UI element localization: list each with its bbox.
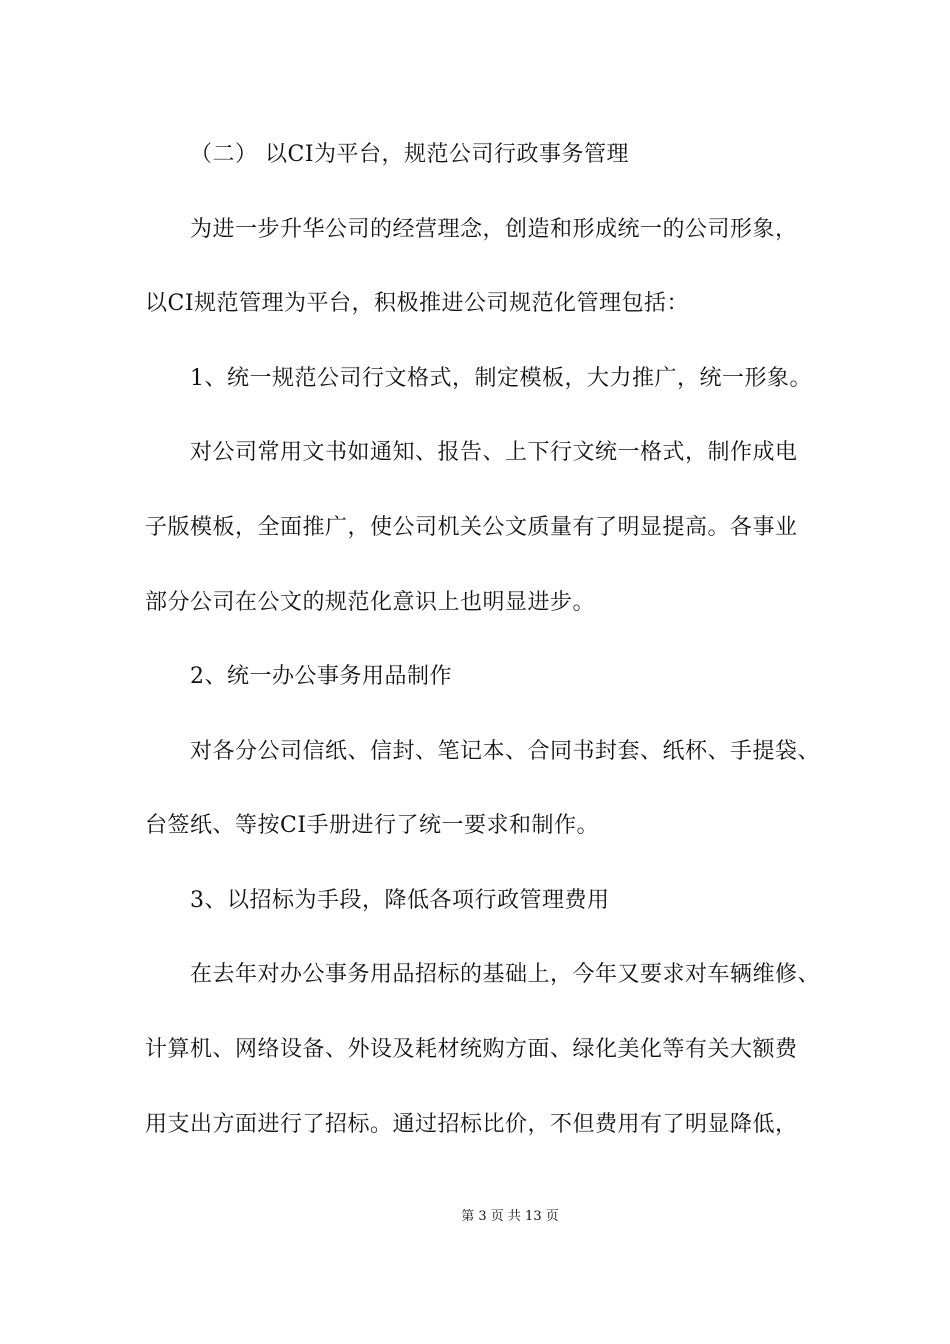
paragraph-line: 在去年对办公事务用品招标的基础上，今年又要求对车辆维修、 — [190, 962, 821, 987]
paragraph-line: 台签纸、等按CI手册进行了统一要求和制作。 — [145, 813, 600, 838]
list-item-heading: 3、以招标为手段，降低各项行政管理费用 — [190, 888, 610, 913]
list-item-heading: 2、统一办公事务用品制作 — [190, 664, 452, 689]
paragraph-line: 为进一步升华公司的经营理念，创造和形成统一的公司形象， — [190, 217, 798, 242]
paragraph-line: 子版模板，全面推广，使公司机关公文质量有了明显提高。各事业 — [145, 515, 798, 540]
paragraph-line: 对各分公司信纸、信封、笔记本、合同书封套、纸杯、手提袋、 — [190, 739, 821, 764]
page-number-footer: 第 3 页 共 13 页 — [461, 1209, 559, 1224]
paragraph-line: 以CI规范管理为平台，积极推进公司规范化管理包括： — [145, 291, 690, 316]
paragraph-line: 计算机、网络设备、外设及耗材统购方面、绿化美化等有关大额费 — [145, 1037, 798, 1062]
paragraph-line: 对公司常用文书如通知、报告、上下行文统一格式，制作成电 — [190, 440, 798, 465]
section-heading: （二） 以CI为平台，规范公司行政事务管理 — [190, 142, 630, 167]
paragraph-line: 部分公司在公文的规范化意识上也明显进步。 — [145, 590, 596, 615]
paragraph-line: 用支出方面进行了招标。通过招标比价，不但费用有了明显降低， — [145, 1112, 798, 1137]
list-item-heading: 1、统一规范公司行文格式，制定模板，大力推广，统一形象。 — [190, 366, 812, 391]
